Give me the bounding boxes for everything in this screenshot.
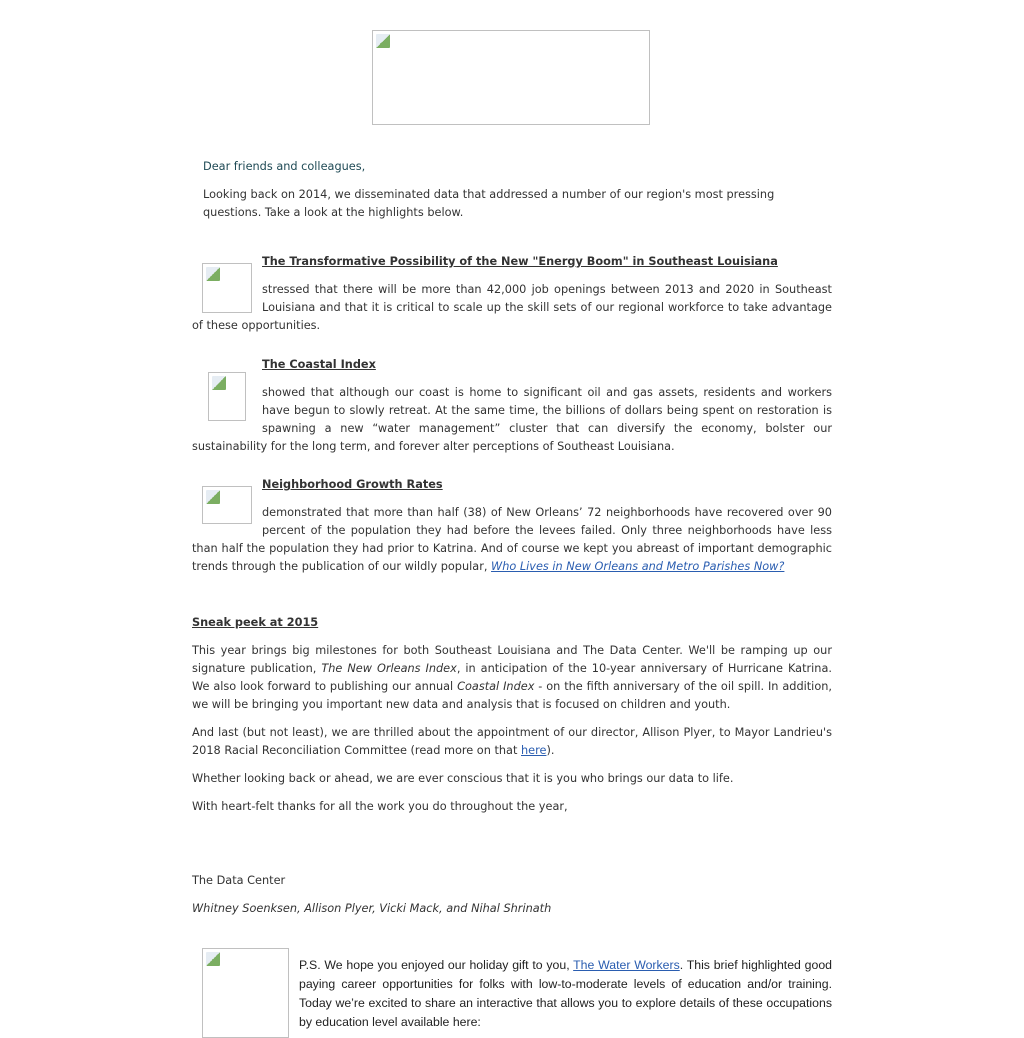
signature-org: The Data Center [192, 874, 286, 887]
neighborhood-growth-image [202, 486, 252, 524]
sneak-paragraph-3: Whether looking back or ahead, we are ever conscious that it is you who brings our data to life. [192, 772, 734, 785]
header-logo-image [372, 30, 650, 125]
highlight-body: stressed that there will be more than 42,000 job openings between 2013 and 2020 in Southeast Louisiana and that it is critical to scale up the skill sets of our regional workforce to take advantage of these opportunities. [192, 283, 832, 332]
water-workers-image [202, 948, 289, 1038]
ps-section [192, 948, 832, 1038]
text: . This brief highlighted good paying career opportunities for folks with low-to-moderate levels of education and/or training. Today we’re excited to share an interactive that allows you to explore details of these occupations by education level available here: [299, 958, 832, 1029]
highlight-energy-boom [192, 253, 832, 335]
highlight-body: showed that although our coast is home to significant oil and gas assets, residents and workers have begun to slowly retreat. At the same time, the billions of dollars being spent on restoration is spawning a new “water management” cluster that can diversify the economy, bolster our sustainability for the long term, and forever alter perceptions of Southeast Louisiana. [192, 386, 832, 453]
who-lives-link[interactable]: Who Lives in New Orleans and Metro Parishes Now? [491, 560, 785, 573]
water-workers-link[interactable]: The Water Workers [573, 958, 680, 972]
highlight-neighborhood-growth [192, 476, 832, 576]
energy-boom-image [202, 263, 252, 313]
highlight-body [192, 504, 832, 576]
text: Coastal Index [457, 680, 535, 693]
text: , in anticipation of the 10-year anniversary of Hurricane Katrina. We also look forward to publishing our annual [192, 662, 832, 693]
sneak-paragraph-1 [192, 642, 832, 714]
text: This year brings big milestones for both Southeast Louisiana and The Data Center. We'll be ramping up our signature publication, [192, 644, 832, 675]
text: And last (but not least), we are thrilled about the appointment of our director, Allison Plyer, to Mayor Landrieu's 2018 Racial Reconciliation Committee (read more on that [192, 726, 832, 757]
here-link[interactable]: here [521, 744, 547, 757]
highlight-coastal-index [192, 356, 832, 456]
sneak-paragraph-2 [192, 724, 832, 760]
coastal-index-image [208, 372, 246, 421]
highlight-title[interactable]: The Coastal Index [262, 358, 376, 371]
signature-names: Whitney Soenksen, Allison Plyer, Vicki Mack, and Nihal Shrinath [192, 902, 552, 915]
sneak-paragraph-4: With heart-felt thanks for all the work you do throughout the year, [192, 800, 568, 813]
text: The New Orleans Index [321, 662, 457, 675]
text: P.S. We hope you enjoyed our holiday gift to you, [299, 958, 574, 972]
highlight-title[interactable]: Neighborhood Growth Rates [262, 478, 443, 491]
text: - on the fifth anniversary of the oil spill. In addition, we will be bringing you important new data and analysis that is focused on children and youth. [192, 680, 832, 711]
text: ). [546, 744, 555, 757]
body-text: demonstrated that more than half (38) of New Orleans’ 72 neighborhoods have recovered over 90 percent of the population they had before the levees failed. Only three neighborhoods have less than half the population they had prior to Katrina. And of course we kept you abreast of important demographic trends through the publication of our wildly popular, [192, 506, 832, 573]
intro-text: Looking back on 2014, we disseminated data that addressed a number of our region's most pressing questions. Take a look at the highlights below. [203, 188, 775, 219]
email-body [192, 0, 832, 1029]
sneak-peek-section [192, 614, 832, 816]
sneak-peek-title: Sneak peek at 2015 [192, 616, 319, 629]
greeting: Dear friends and colleagues, [203, 160, 366, 173]
highlight-title[interactable]: The Transformative Possibility of the New "Energy Boom" in Southeast Louisiana [262, 255, 778, 268]
